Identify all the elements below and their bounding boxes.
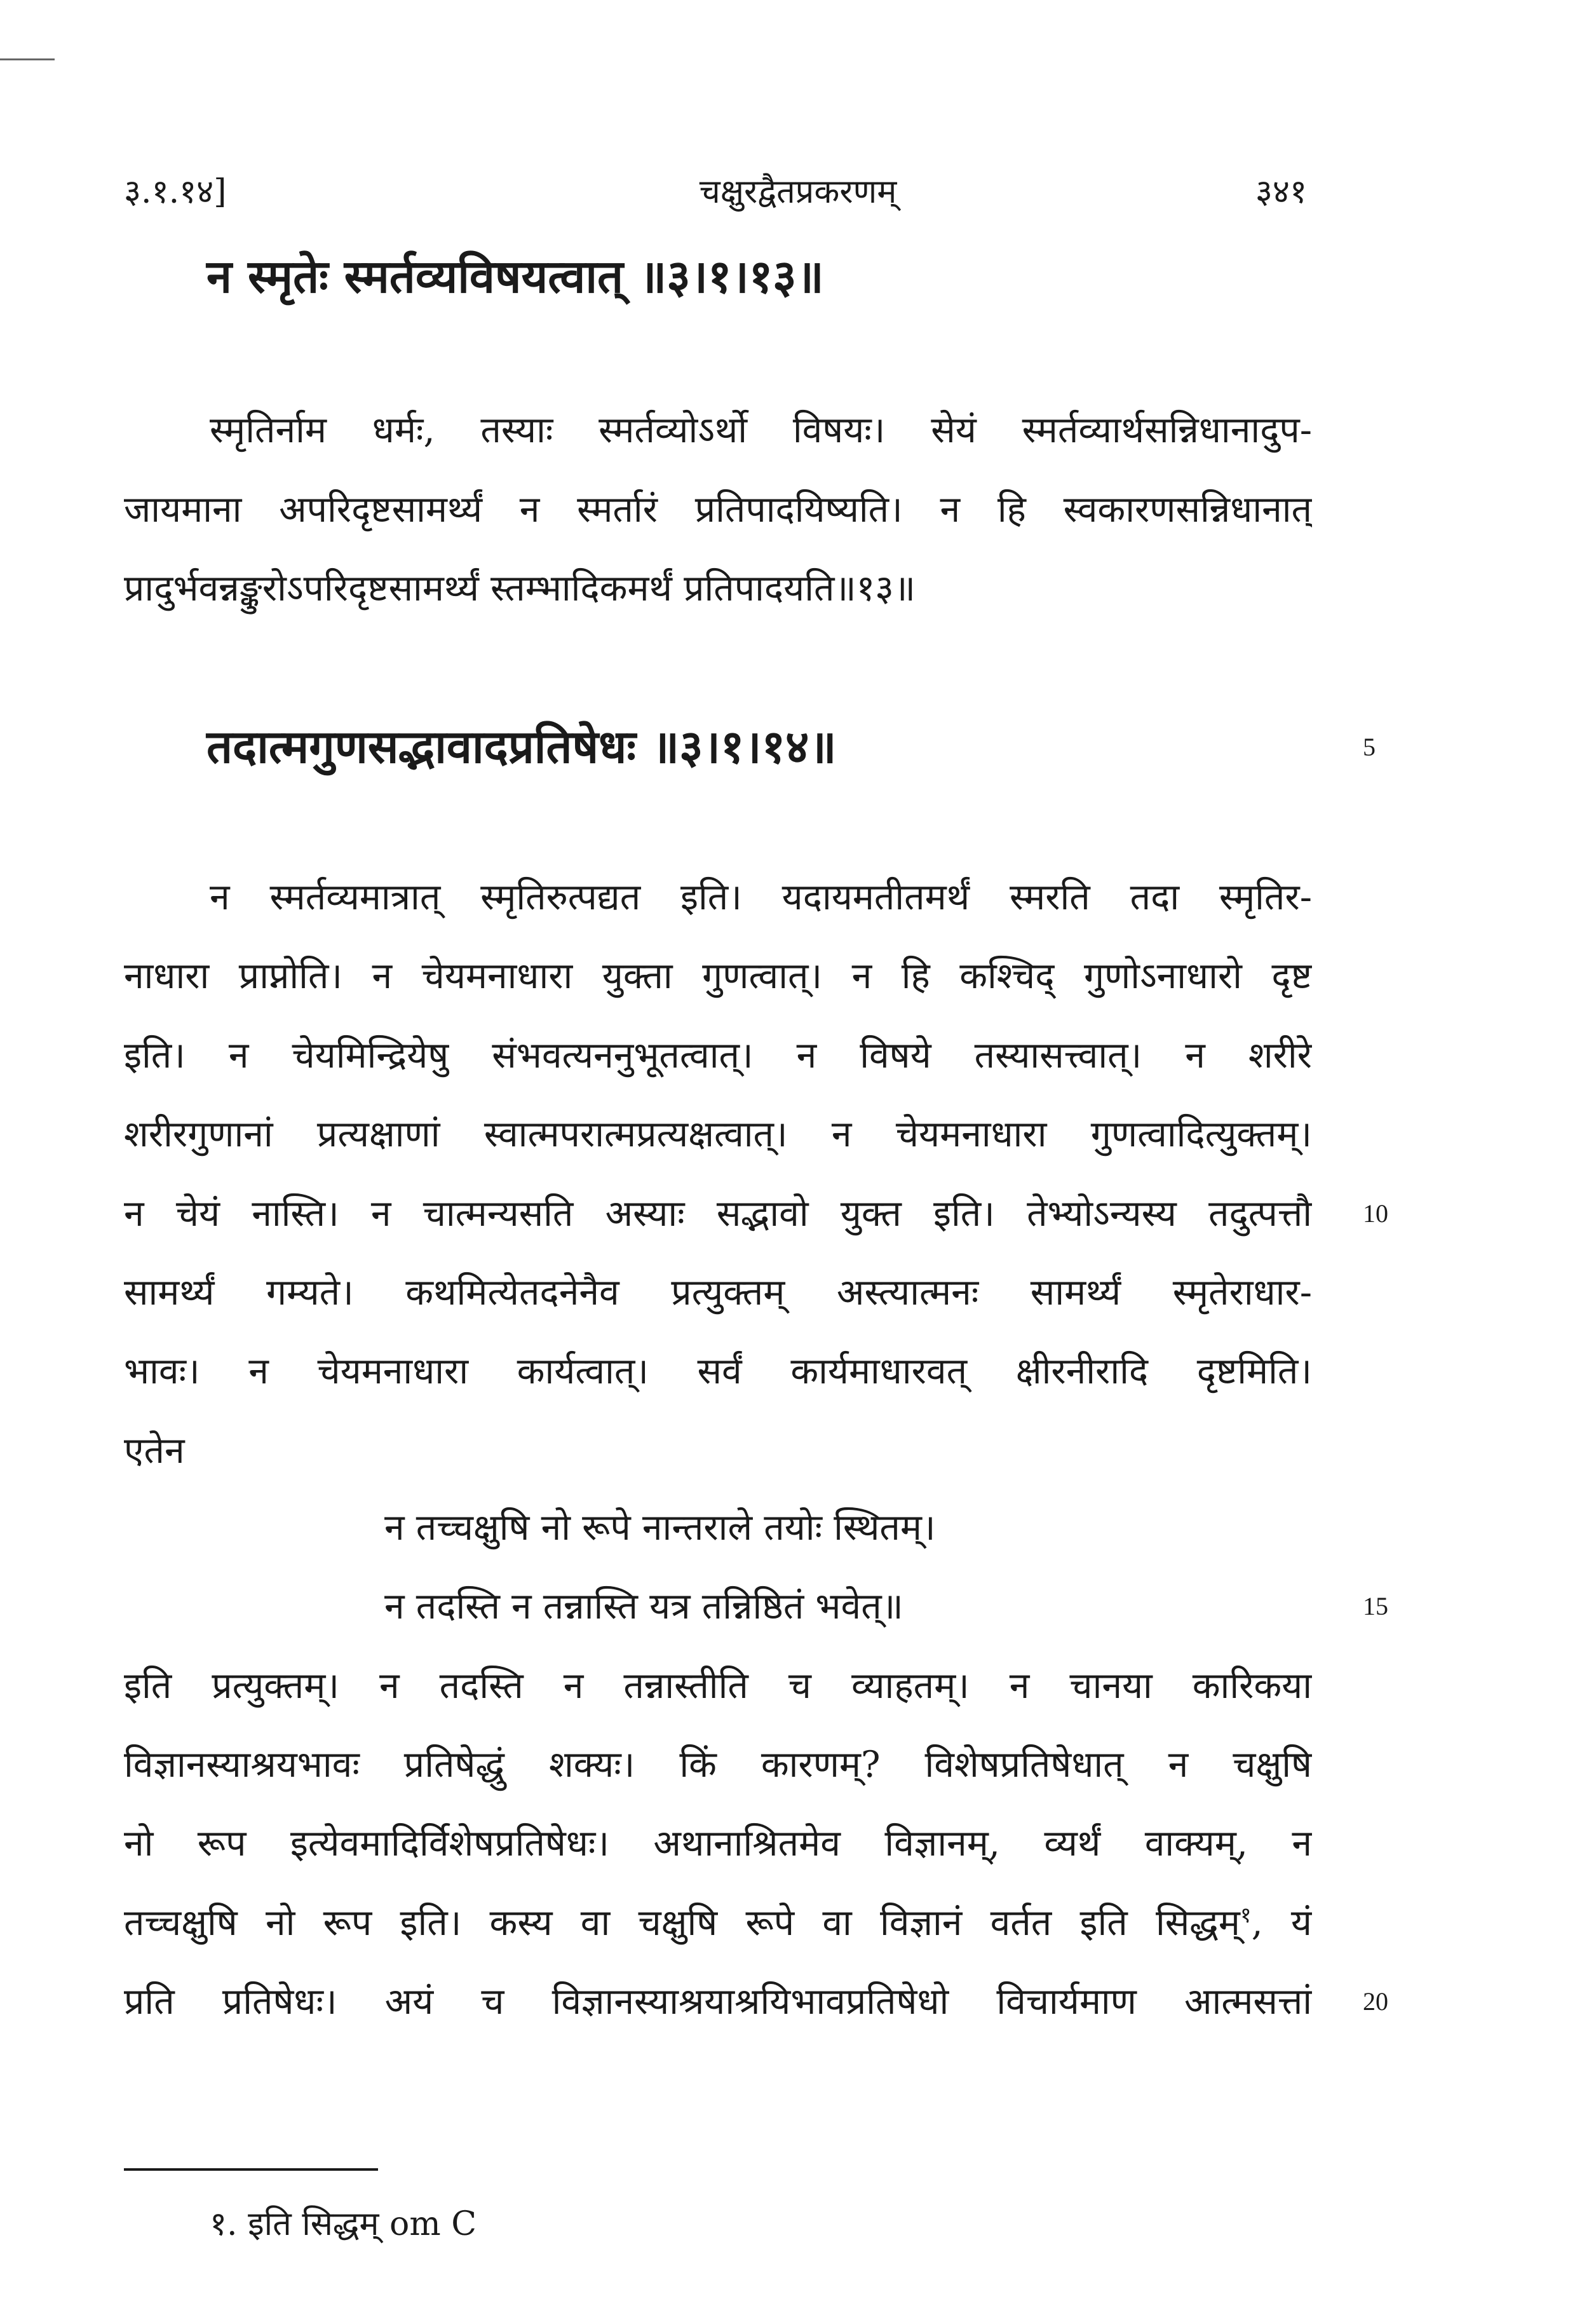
page-number: ३४१: [1255, 173, 1307, 211]
commentary-line: नाधारा प्राप्नोति। न चेयमनाधारा युक्ता गुणत्वात्। न हि कश्चिद् गुणोऽनाधारो दृष्ट: [124, 955, 1312, 997]
commentary-text: , यं: [1251, 1902, 1312, 1944]
verse-line: न तच्चक्षुषि नो रूपे नान्तराले तयोः स्थितम्।: [384, 1507, 936, 1549]
commentary-line: इति। न चेयमिन्द्रियेषु संभवत्यननुभूतत्वात्। न विषये तस्यासत्त्वात्। न शरीरे: [124, 1035, 1312, 1076]
section-reference: ३.१.१४]: [124, 173, 227, 211]
commentary-line: विज्ञानस्याश्रयभावः प्रतिषेद्धुं शक्यः। किं कारणम्? विशेषप्रतिषेधात् न चक्षुषि: [124, 1744, 1312, 1786]
scan-edge-mark: [0, 58, 55, 60]
commentary-line: स्मृतिर्नाम धर्मः, तस्याः स्मर्तव्योऽर्थो विषयः। सेयं स्मर्तव्यार्थसन्निधानादुप-: [210, 409, 1312, 451]
commentary-line: भावः। न चेयमनाधारा कार्यत्वात्। सर्वं कार्यमाधारवत् क्षीरनीरादि दृष्टमिति।: [124, 1350, 1312, 1392]
verse-line: न तदस्ति न तन्नास्ति यत्र तन्निष्ठितं भवेत्॥: [384, 1585, 903, 1627]
footnote-marker: १: [1240, 1903, 1252, 1928]
running-head: [0, 166, 1596, 217]
line-number: 10: [1363, 1199, 1388, 1228]
commentary-line: नो रूप इत्येवमादिर्विशेषप्रतिषेधः। अथानाश्रितमेव विज्ञानम्, व्यर्थं वाक्यम्, न: [124, 1823, 1312, 1864]
sutra-heading-14: तदात्मगुणसद्भावादप्रतिषेधः ॥३।१।१४॥: [206, 719, 837, 773]
chapter-title: चक्षुरद्वैतप्रकरणम्: [699, 173, 897, 211]
commentary-line: [124, 1894, 1312, 1952]
commentary-line: इति प्रत्युक्तम्। न तदस्ति न तन्नास्तीति च व्याहतम्। न चानया कारिकया: [124, 1665, 1312, 1707]
commentary-line: प्रति प्रतिषेधः। अयं च विज्ञानस्याश्रयाश्रयिभावप्रतिषेधो विचार्यमाण आत्मसत्तां: [124, 1981, 1312, 2023]
commentary-line: सामर्थ्यं गम्यते। कथमित्येतदनेनैव प्रत्युक्तम् अस्त्यात्मनः सामर्थ्यं स्मृतेराधार-: [124, 1272, 1312, 1314]
sutra-heading-13: न स्मृतेः स्मर्तव्यविषयत्वात् ॥३।१।१३॥: [206, 249, 824, 303]
line-number: 20: [1363, 1987, 1388, 2016]
line-number: 5: [1363, 733, 1376, 761]
commentary-line: जायमाना अपरिदृष्टसामर्थ्यं न स्मर्तारं प्रतिपादयिष्यति। न हि स्वकारणसन्निधानात्: [124, 489, 1312, 531]
commentary-line: शरीरगुणानां प्रत्यक्षाणां स्वात्मपरात्मप्रत्यक्षत्वात्। न चेयमनाधारा गुणत्वादित्युक्तम्।: [124, 1113, 1312, 1155]
commentary-line: एतेन: [124, 1430, 185, 1472]
commentary-line: प्रादुर्भवन्नङ्कुरोऽपरिदृष्टसामर्थ्यं स्तम्भादिकमर्थं प्रतिपादयति॥१३॥: [124, 567, 916, 609]
commentary-text: तच्चक्षुषि नो रूप इति। कस्य वा चक्षुषि रूपे वा विज्ञानं वर्तत इति सिद्धम्: [124, 1902, 1240, 1944]
footnote: १. इति सिद्धम् om C: [210, 2205, 477, 2243]
line-number: 15: [1363, 1592, 1388, 1620]
footnote-rule: [124, 2168, 378, 2171]
commentary-line: न चेयं नास्ति। न चात्मन्यसति अस्याः सद्भावो युक्त इति। तेभ्योऽन्यस्य तदुत्पत्तौ: [124, 1193, 1312, 1235]
commentary-line: न स्मर्तव्यमात्रात् स्मृतिरुत्पद्यत इति। यदायमतीतमर्थं स्मरति तदा स्मृतिर-: [210, 876, 1312, 918]
